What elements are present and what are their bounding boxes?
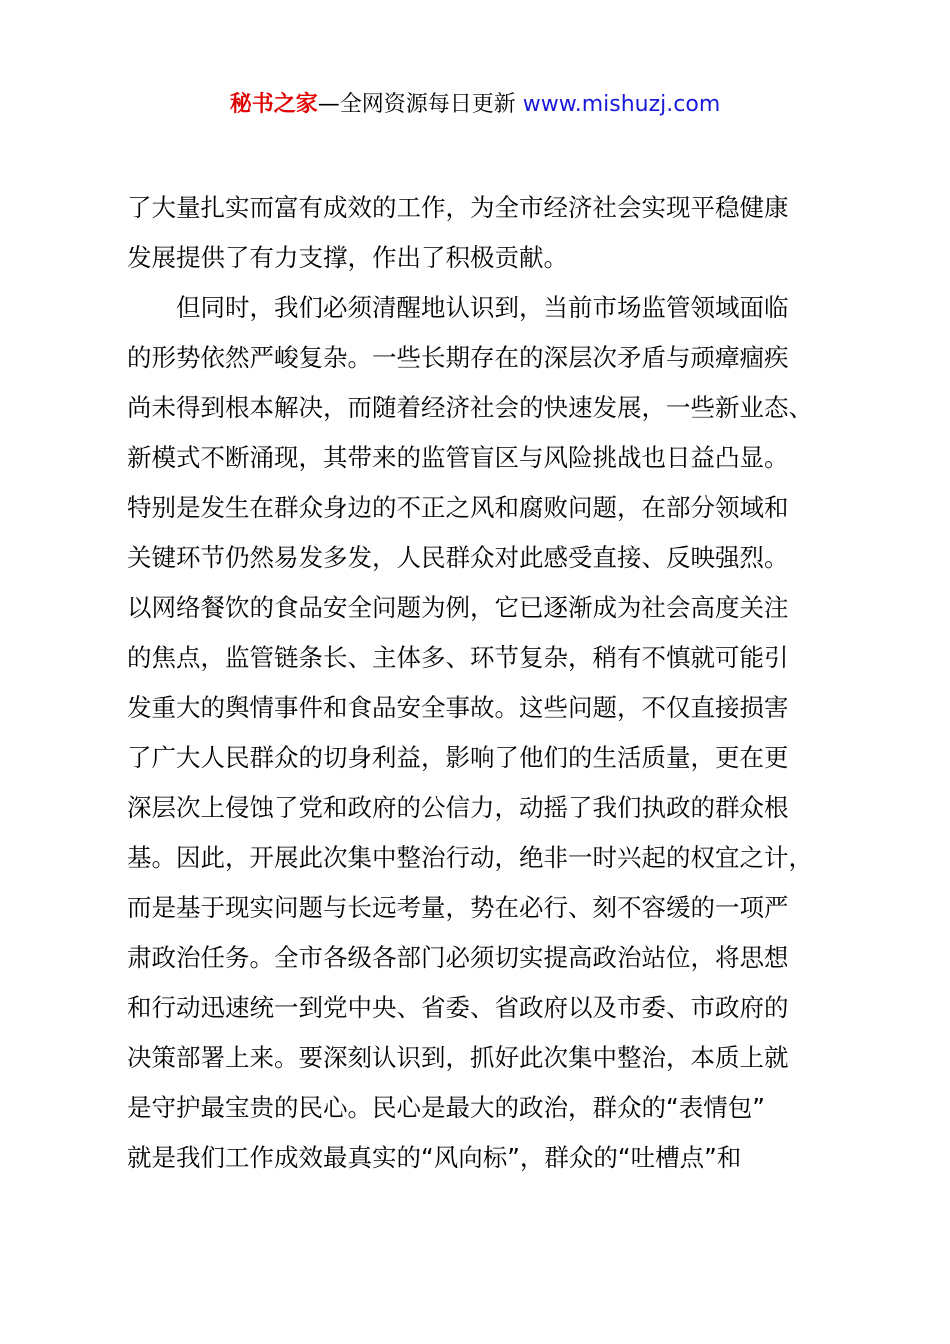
- page-header: [0, 88, 950, 122]
- site-tagline: —全网资源每日更新: [317, 92, 516, 117]
- site-brand: 秘书之家: [229, 92, 318, 117]
- text-line: 以网络餐饮的食品安全问题为例，它已逐渐成为社会高度关注: [127, 593, 789, 622]
- text-line: 决策部署上来。要深刻认识到，抓好此次集中整治，本质上就: [127, 1043, 789, 1072]
- text-line: 而是基于现实问题与长远考量，势在必行、刻不容缓的一项严: [127, 893, 789, 922]
- text-line: 就是我们工作成效最真实的“风向标”，群众的“吐槽点”和: [127, 1143, 742, 1172]
- text-line: 了广大人民群众的切身利益，影响了他们的生活质量，更在更: [127, 743, 789, 772]
- document-body: [127, 183, 832, 1183]
- site-url-link[interactable]: www.mishuzj.com: [522, 92, 721, 117]
- text-line: 特别是发生在群众身边的不正之风和腐败问题，在部分领域和: [127, 493, 789, 522]
- text-line: 的形势依然严峻复杂。一些长期存在的深层次矛盾与顽瘴痼疾: [127, 343, 789, 372]
- text-line: 尚未得到根本解决，而随着经济社会的快速发展，一些新业态、: [127, 393, 813, 422]
- text-line: 发重大的舆情事件和食品安全事故。这些问题，不仅直接损害: [127, 693, 789, 722]
- paragraph-first-line: 但同时，我们必须清醒地认识到，当前市场监管领域面临: [176, 293, 789, 322]
- text-line: 发展提供了有力支撑，作出了积极贡献。: [127, 243, 568, 272]
- text-line: 肃政治任务。全市各级各部门必须切实提高政治站位，将思想: [127, 943, 789, 972]
- text-line: 关键环节仍然易发多发，人民群众对此感受直接、反映强烈。: [127, 543, 789, 572]
- text-line: 了大量扎实而富有成效的工作，为全市经济社会实现平稳健康: [127, 193, 789, 222]
- text-line: 深层次上侵蚀了党和政府的公信力，动摇了我们执政的群众根: [127, 793, 789, 822]
- text-line: 的焦点，监管链条长、主体多、环节复杂，稍有不慎就可能引: [127, 643, 789, 672]
- text-line: 是守护最宝贵的民心。民心是最大的政治，群众的“表情包”: [127, 1093, 765, 1122]
- text-line: 新模式不断涌现，其带来的监管盲区与风险挑战也日益凸显。: [127, 443, 789, 472]
- text-line: 基。因此，开展此次集中整治行动，绝非一时兴起的权宜之计，: [127, 843, 813, 872]
- text-line: 和行动迅速统一到党中央、省委、省政府以及市委、市政府的: [127, 993, 789, 1022]
